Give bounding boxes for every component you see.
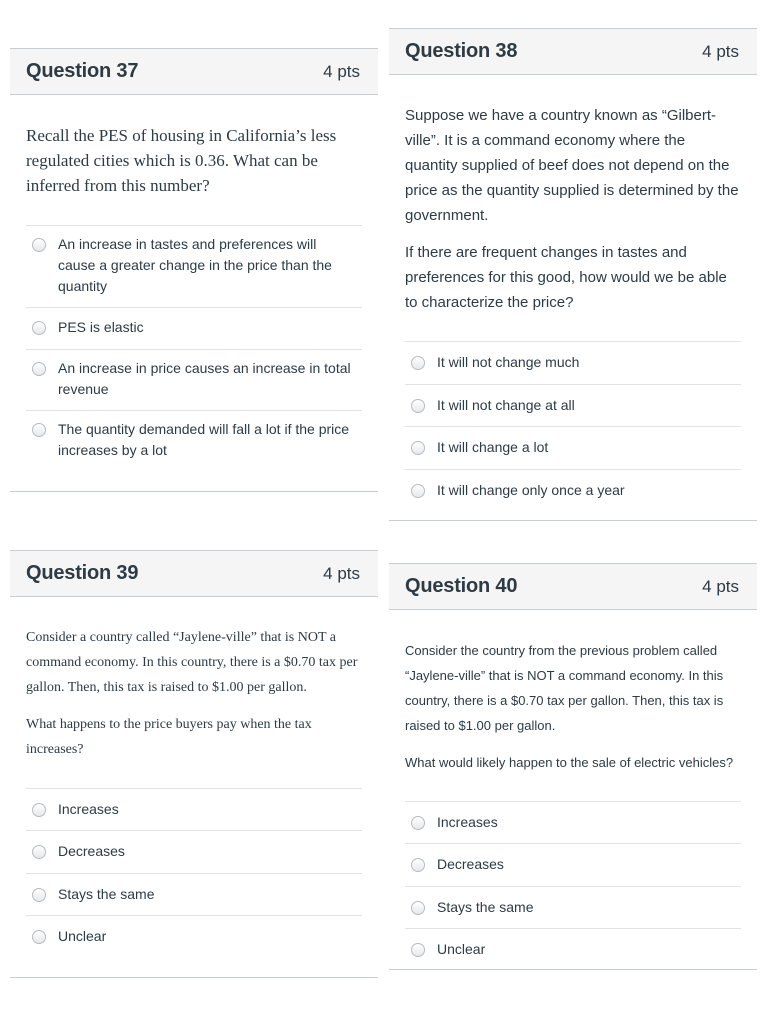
question-title: Question 37 xyxy=(26,60,139,82)
answer-option[interactable] xyxy=(405,427,741,470)
answer-option[interactable] xyxy=(26,916,362,977)
question-header xyxy=(389,29,757,75)
answer-option[interactable] xyxy=(405,470,741,520)
answer-option[interactable] xyxy=(405,844,741,887)
answer-label: It will change only once a year xyxy=(437,482,625,498)
question-prompt xyxy=(26,95,362,225)
question-prompt xyxy=(405,610,741,801)
question-points: 4 pts xyxy=(702,576,739,596)
radio-button[interactable] xyxy=(32,845,46,859)
radio-button[interactable] xyxy=(411,901,425,915)
question-points: 4 pts xyxy=(323,563,360,583)
question-points: 4 pts xyxy=(323,61,360,81)
prompt-text: Consider the country from the previous problem called “Jaylene-ville” that is NOT a command economy. In this country, there is a $0.70 tax per gallon. Then, this tax is raised to $1.00 per gallon. xyxy=(405,643,724,733)
radio-button[interactable] xyxy=(32,888,46,902)
radio-button[interactable] xyxy=(411,943,425,957)
radio-button[interactable] xyxy=(32,238,46,252)
answer-label: Unclear xyxy=(437,941,486,957)
answer-label: Unclear xyxy=(58,928,107,944)
question-points: 4 pts xyxy=(702,41,739,61)
answer-list xyxy=(405,341,741,520)
answer-label: Stays the same xyxy=(58,886,155,902)
answer-option[interactable] xyxy=(26,874,362,916)
answer-label: Decreases xyxy=(58,843,125,859)
answer-option[interactable] xyxy=(405,887,741,929)
radio-button[interactable] xyxy=(32,423,46,437)
question-header xyxy=(10,49,378,95)
question-prompt xyxy=(26,597,362,788)
question-prompt xyxy=(405,75,741,341)
question-37 xyxy=(10,48,378,492)
radio-button[interactable] xyxy=(32,803,46,817)
answer-option[interactable] xyxy=(26,789,362,831)
answer-label: Decreases xyxy=(437,856,504,872)
answer-label: PES is elastic xyxy=(58,319,144,335)
answer-list xyxy=(26,225,362,491)
prompt-text: What would likely happen to the sale of electric vehicles? xyxy=(405,755,734,770)
answer-option[interactable] xyxy=(405,802,741,844)
answer-label: It will change a lot xyxy=(437,439,549,455)
answer-label: An increase in price causes an increase in total revenue xyxy=(58,360,351,397)
answer-option[interactable] xyxy=(405,929,741,969)
answer-option[interactable] xyxy=(26,350,362,411)
answer-label: Stays the same xyxy=(437,899,534,915)
question-40 xyxy=(389,563,757,970)
question-title: Question 40 xyxy=(405,575,518,597)
question-header xyxy=(10,551,378,597)
radio-button[interactable] xyxy=(32,321,46,335)
answer-option[interactable] xyxy=(405,342,741,385)
question-38 xyxy=(389,28,757,521)
answer-list xyxy=(405,801,741,969)
answer-label: Increases xyxy=(58,801,119,817)
prompt-text: Suppose we have a country known as “Gilbert-ville”. It is a command economy where the quantity supplied of beef does not depend on the price as the quantity supplied is determined by the government. xyxy=(405,107,739,224)
radio-button[interactable] xyxy=(32,362,46,376)
radio-button[interactable] xyxy=(411,484,425,498)
answer-option[interactable] xyxy=(26,411,362,491)
prompt-text: Recall the PES of housing in California’s less regulated cities which is 0.36. What can be inferred from this number? xyxy=(26,126,337,195)
radio-button[interactable] xyxy=(411,399,425,413)
answer-option[interactable] xyxy=(26,308,362,350)
answer-label: It will not change at all xyxy=(437,397,575,413)
question-39 xyxy=(10,550,378,978)
answer-list xyxy=(26,788,362,977)
question-header xyxy=(389,564,757,610)
prompt-text: What happens to the price buyers pay when the tax increases? xyxy=(26,717,312,757)
answer-label: An increase in tastes and preferences will cause a greater change in the price than the quantity xyxy=(58,236,332,294)
radio-button[interactable] xyxy=(411,858,425,872)
question-title: Question 38 xyxy=(405,40,518,62)
radio-button[interactable] xyxy=(32,930,46,944)
answer-label: Increases xyxy=(437,814,498,830)
radio-button[interactable] xyxy=(411,441,425,455)
prompt-text: If there are frequent changes in tastes and preferences for this good, how would we be able to characterize the price? xyxy=(405,244,727,311)
answer-option[interactable] xyxy=(26,226,362,308)
radio-button[interactable] xyxy=(411,356,425,370)
answer-option[interactable] xyxy=(26,831,362,874)
radio-button[interactable] xyxy=(411,816,425,830)
prompt-text: Consider a country called “Jaylene-ville” that is NOT a command economy. In this country, there is a $0.70 tax per gallon. Then, this tax is raised to $1.00 per gallon. xyxy=(26,630,358,695)
answer-option[interactable] xyxy=(405,385,741,427)
question-title: Question 39 xyxy=(26,562,139,584)
answer-label: It will not change much xyxy=(437,354,580,370)
answer-label: The quantity demanded will fall a lot if the price increases by a lot xyxy=(58,421,350,458)
